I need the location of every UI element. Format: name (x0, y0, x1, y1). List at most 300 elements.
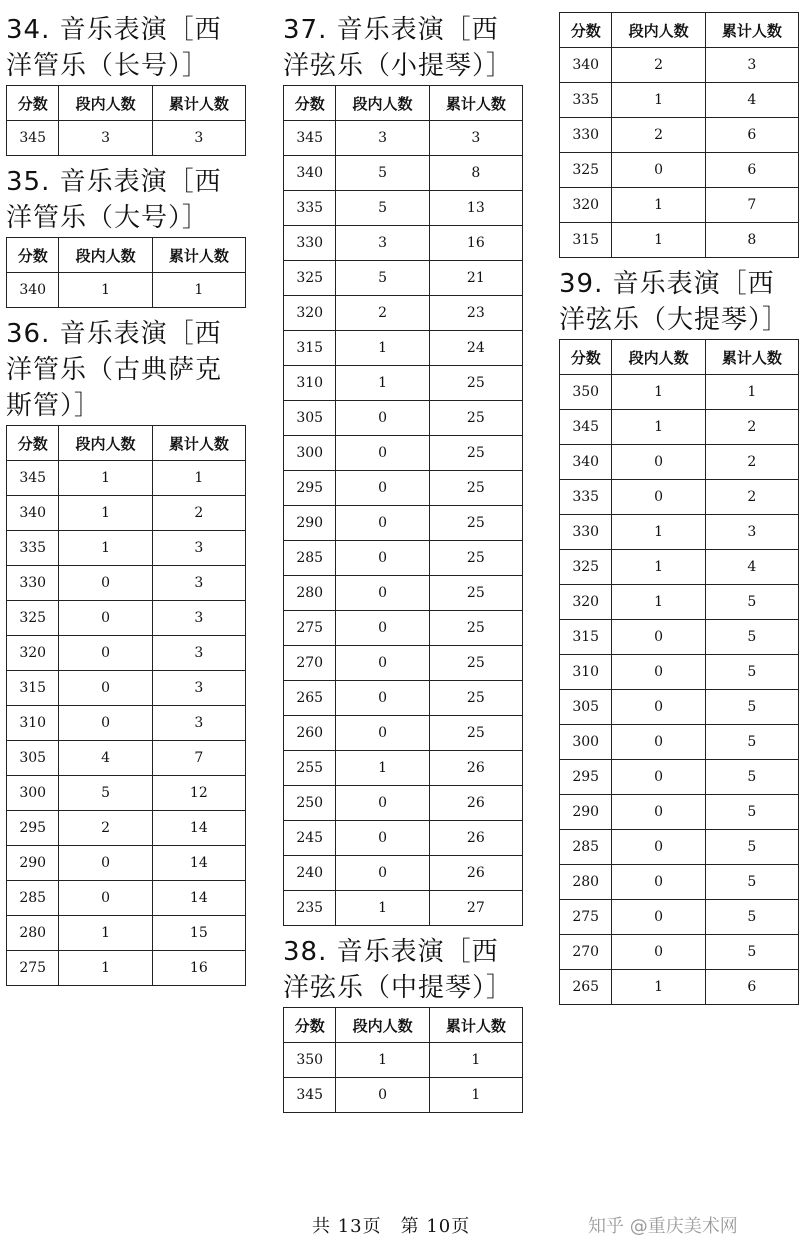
table-cell: 235 (284, 891, 336, 926)
column-header: 段内人数 (59, 86, 152, 121)
table-cell: 16 (429, 226, 522, 261)
table-row (284, 506, 523, 541)
table-cell: 21 (429, 261, 522, 296)
table-row (560, 585, 799, 620)
table-cell: 305 (7, 741, 59, 776)
table-cell: 5 (59, 776, 152, 811)
watermark: 知乎 @重庆美术网 (588, 1216, 738, 1237)
table-cell: 275 (560, 900, 612, 935)
table-row (284, 856, 523, 891)
table-cell: 0 (612, 620, 705, 655)
table-row (7, 951, 246, 986)
table-cell: 2 (612, 48, 705, 83)
table-row (284, 436, 523, 471)
table-cell: 3 (59, 121, 152, 156)
table-cell: 285 (7, 881, 59, 916)
table-row (560, 188, 799, 223)
section-title: 36. 音乐表演［西洋管乐（古典萨克斯管）］ (6, 319, 223, 421)
table-cell: 315 (560, 620, 612, 655)
table-cell: 0 (612, 480, 705, 515)
table-cell: 4 (59, 741, 152, 776)
column-header: 分数 (284, 86, 336, 121)
table-cell: 0 (59, 601, 152, 636)
table-cell: 335 (560, 480, 612, 515)
table-row (560, 118, 799, 153)
table-cell: 1 (152, 461, 245, 496)
table-cell: 315 (7, 671, 59, 706)
column-header: 分数 (7, 238, 59, 273)
score-table (283, 1007, 523, 1113)
table-cell: 25 (429, 471, 522, 506)
table-cell: 0 (336, 1078, 429, 1113)
table-cell: 0 (59, 566, 152, 601)
table-row (284, 646, 523, 681)
table-row (560, 900, 799, 935)
table-cell: 0 (612, 830, 705, 865)
table-cell: 0 (336, 856, 429, 891)
table-row (284, 751, 523, 786)
table-cell: 26 (429, 856, 522, 891)
table-cell: 26 (429, 821, 522, 856)
table-row (284, 121, 523, 156)
column-middle (283, 12, 523, 1121)
table-row (7, 461, 246, 496)
table-row (7, 121, 246, 156)
table-cell: 0 (336, 401, 429, 436)
table-cell: 1 (612, 223, 705, 258)
table-cell: 285 (560, 830, 612, 865)
table-cell: 250 (284, 786, 336, 821)
column-header: 分数 (7, 426, 59, 461)
table-cell: 0 (336, 646, 429, 681)
section-title: 35. 音乐表演［西洋管乐（大号）］ (6, 167, 222, 233)
table-cell: 1 (612, 550, 705, 585)
table-row (560, 865, 799, 900)
table-cell: 4 (705, 83, 798, 118)
table-cell: 5 (705, 690, 798, 725)
table-cell: 6 (705, 118, 798, 153)
table-row (284, 1078, 523, 1113)
table-row (7, 273, 246, 308)
table-cell: 295 (560, 760, 612, 795)
table-row (284, 611, 523, 646)
table-cell: 12 (152, 776, 245, 811)
column-header: 分数 (7, 86, 59, 121)
table-cell: 0 (612, 445, 705, 480)
table-cell: 2 (59, 811, 152, 846)
table-cell: 1 (152, 273, 245, 308)
table-row (560, 620, 799, 655)
table-cell: 345 (284, 1078, 336, 1113)
table-cell: 0 (612, 900, 705, 935)
table-cell: 4 (705, 550, 798, 585)
table-row (560, 515, 799, 550)
column-header: 分数 (284, 1008, 336, 1043)
column-header: 累计人数 (152, 86, 245, 121)
table-cell: 295 (7, 811, 59, 846)
table-cell: 310 (284, 366, 336, 401)
table-cell: 5 (336, 156, 429, 191)
table-cell: 1 (336, 751, 429, 786)
table-cell: 0 (336, 611, 429, 646)
table-header-row (7, 238, 246, 273)
table-cell: 310 (560, 655, 612, 690)
table-cell: 1 (59, 496, 152, 531)
score-table (6, 425, 246, 986)
table-row (284, 261, 523, 296)
table-cell: 7 (152, 741, 245, 776)
table-cell: 2 (705, 480, 798, 515)
column-header: 分数 (560, 13, 612, 48)
table-cell: 1 (59, 273, 152, 308)
table-row (560, 83, 799, 118)
table-cell: 0 (336, 471, 429, 506)
table-cell: 275 (7, 951, 59, 986)
table-cell: 280 (7, 916, 59, 951)
table-cell: 325 (284, 261, 336, 296)
table-row (284, 786, 523, 821)
table-cell: 0 (612, 690, 705, 725)
table-cell: 5 (705, 795, 798, 830)
table-cell: 350 (284, 1043, 336, 1078)
table-cell: 335 (560, 83, 612, 118)
table-row (560, 153, 799, 188)
table-row (284, 331, 523, 366)
table-cell: 25 (429, 611, 522, 646)
table-header-row (560, 340, 799, 375)
table-cell: 320 (560, 188, 612, 223)
table-cell: 25 (429, 436, 522, 471)
table-cell: 5 (705, 900, 798, 935)
table-row (7, 776, 246, 811)
table-cell: 5 (705, 655, 798, 690)
table-cell: 5 (336, 261, 429, 296)
table-row (284, 1043, 523, 1078)
table-cell: 340 (560, 445, 612, 480)
score-table (283, 85, 523, 926)
score-table (6, 237, 246, 308)
table-cell: 0 (336, 576, 429, 611)
table-cell: 3 (429, 121, 522, 156)
table-row (7, 566, 246, 601)
table-cell: 25 (429, 716, 522, 751)
table-cell: 305 (284, 401, 336, 436)
table-cell: 335 (284, 191, 336, 226)
column-header: 累计人数 (152, 238, 245, 273)
table-cell: 3 (152, 531, 245, 566)
table-cell: 270 (284, 646, 336, 681)
table-row (284, 821, 523, 856)
table-cell: 5 (705, 935, 798, 970)
table-row (560, 480, 799, 515)
table-cell: 1 (612, 410, 705, 445)
table-cell: 0 (59, 881, 152, 916)
table-cell: 2 (705, 410, 798, 445)
table-cell: 0 (59, 636, 152, 671)
table-cell: 14 (152, 846, 245, 881)
table-cell: 330 (560, 118, 612, 153)
table-cell: 3 (152, 121, 245, 156)
table-header-row (7, 86, 246, 121)
table-cell: 2 (152, 496, 245, 531)
table-row (7, 496, 246, 531)
table-cell: 0 (336, 821, 429, 856)
table-row (284, 576, 523, 611)
table-row (7, 671, 246, 706)
table-cell: 25 (429, 506, 522, 541)
table-cell: 3 (152, 601, 245, 636)
table-cell: 2 (612, 118, 705, 153)
table-cell: 290 (560, 795, 612, 830)
score-table (6, 85, 246, 156)
table-cell: 26 (429, 786, 522, 821)
table-cell: 330 (7, 566, 59, 601)
table-cell: 1 (429, 1078, 522, 1113)
column-header: 段内人数 (336, 1008, 429, 1043)
table-cell: 1 (336, 1043, 429, 1078)
table-cell: 5 (705, 725, 798, 760)
column-header: 累计人数 (429, 86, 522, 121)
table-row (7, 846, 246, 881)
table-cell: 0 (612, 935, 705, 970)
table-row (284, 471, 523, 506)
table-cell: 345 (560, 410, 612, 445)
table-cell: 345 (7, 121, 59, 156)
table-row (560, 760, 799, 795)
table-cell: 0 (336, 681, 429, 716)
table-cell: 0 (612, 865, 705, 900)
section-39 (559, 266, 799, 1005)
table-cell: 300 (284, 436, 336, 471)
table-cell: 350 (560, 375, 612, 410)
table-row (560, 445, 799, 480)
table-cell: 255 (284, 751, 336, 786)
table-cell: 1 (336, 891, 429, 926)
table-cell: 1 (612, 188, 705, 223)
table-cell: 320 (284, 296, 336, 331)
table-cell: 0 (336, 541, 429, 576)
table-cell: 25 (429, 576, 522, 611)
table-cell: 1 (612, 515, 705, 550)
table-row (560, 550, 799, 585)
table-cell: 5 (705, 830, 798, 865)
table-row (7, 636, 246, 671)
table-cell: 1 (59, 531, 152, 566)
table-row (560, 935, 799, 970)
column-header: 段内人数 (59, 426, 152, 461)
column-header: 累计人数 (705, 13, 798, 48)
table-cell: 5 (705, 760, 798, 795)
table-cell: 0 (612, 795, 705, 830)
table-cell: 0 (59, 706, 152, 741)
table-cell: 300 (560, 725, 612, 760)
table-cell: 310 (7, 706, 59, 741)
table-cell: 25 (429, 401, 522, 436)
table-cell: 5 (336, 191, 429, 226)
score-table (559, 12, 799, 258)
column-header: 段内人数 (612, 13, 705, 48)
table-cell: 3 (705, 48, 798, 83)
table-cell: 15 (152, 916, 245, 951)
table-row (560, 725, 799, 760)
table-cell: 23 (429, 296, 522, 331)
table-cell: 0 (612, 655, 705, 690)
table-cell: 290 (7, 846, 59, 881)
table-cell: 6 (705, 970, 798, 1005)
table-cell: 3 (152, 566, 245, 601)
table-cell: 0 (336, 786, 429, 821)
section-36 (6, 316, 246, 986)
table-cell: 0 (59, 846, 152, 881)
table-cell: 3 (152, 671, 245, 706)
table-row (284, 541, 523, 576)
table-header-row (560, 13, 799, 48)
table-cell: 315 (284, 331, 336, 366)
table-cell: 330 (560, 515, 612, 550)
section-38-continued (559, 12, 799, 258)
table-cell: 340 (284, 156, 336, 191)
table-cell: 14 (152, 881, 245, 916)
table-cell: 0 (336, 506, 429, 541)
column-header: 累计人数 (429, 1008, 522, 1043)
page-footer: 共 13页 第 10页 (312, 1216, 471, 1237)
table-cell: 335 (7, 531, 59, 566)
column-left (6, 12, 246, 994)
table-row (560, 655, 799, 690)
table-row (284, 401, 523, 436)
table-cell: 0 (336, 436, 429, 471)
table-cell: 13 (429, 191, 522, 226)
section-title: 34. 音乐表演［西洋管乐（长号）］ (6, 15, 222, 81)
table-cell: 300 (7, 776, 59, 811)
table-cell: 1 (336, 366, 429, 401)
table-cell: 1 (59, 951, 152, 986)
table-cell: 265 (284, 681, 336, 716)
table-row (560, 970, 799, 1005)
table-header-row (284, 1008, 523, 1043)
table-cell: 315 (560, 223, 612, 258)
table-cell: 26 (429, 751, 522, 786)
table-cell: 8 (705, 223, 798, 258)
table-cell: 25 (429, 646, 522, 681)
table-row (7, 531, 246, 566)
column-header: 分数 (560, 340, 612, 375)
table-cell: 1 (336, 331, 429, 366)
section-35 (6, 164, 246, 308)
table-row (7, 741, 246, 776)
section-title: 38. 音乐表演［西洋弦乐（中提琴）］ (283, 937, 514, 1003)
table-row (560, 375, 799, 410)
table-row (560, 795, 799, 830)
table-row (7, 811, 246, 846)
table-cell: 340 (7, 496, 59, 531)
table-cell: 285 (284, 541, 336, 576)
section-34 (6, 12, 246, 156)
table-row (7, 706, 246, 741)
table-cell: 8 (429, 156, 522, 191)
table-cell: 3 (152, 636, 245, 671)
table-cell: 280 (284, 576, 336, 611)
table-row (284, 716, 523, 751)
table-cell: 0 (612, 153, 705, 188)
table-row (284, 891, 523, 926)
table-cell: 1 (59, 916, 152, 951)
section-38 (283, 934, 523, 1113)
table-cell: 0 (59, 671, 152, 706)
table-cell: 7 (705, 188, 798, 223)
column-header: 段内人数 (59, 238, 152, 273)
table-cell: 3 (705, 515, 798, 550)
table-row (7, 601, 246, 636)
section-37 (283, 12, 523, 926)
table-cell: 345 (284, 121, 336, 156)
section-title: 39. 音乐表演［西洋弦乐（大提琴）］ (559, 269, 790, 335)
table-cell: 320 (560, 585, 612, 620)
table-cell: 345 (7, 461, 59, 496)
table-cell: 295 (284, 471, 336, 506)
table-cell: 1 (612, 83, 705, 118)
table-row (560, 48, 799, 83)
table-cell: 320 (7, 636, 59, 671)
table-cell: 330 (284, 226, 336, 261)
table-row (284, 226, 523, 261)
table-cell: 25 (429, 366, 522, 401)
section-title: 37. 音乐表演［西洋弦乐（小提琴）］ (283, 15, 514, 81)
table-cell: 1 (59, 461, 152, 496)
table-row (284, 681, 523, 716)
table-cell: 270 (560, 935, 612, 970)
table-cell: 0 (612, 725, 705, 760)
table-cell: 245 (284, 821, 336, 856)
table-cell: 275 (284, 611, 336, 646)
table-cell: 3 (152, 706, 245, 741)
table-row (560, 690, 799, 725)
table-cell: 1 (612, 585, 705, 620)
table-cell: 280 (560, 865, 612, 900)
table-row (560, 410, 799, 445)
table-cell: 5 (705, 620, 798, 655)
table-cell: 290 (284, 506, 336, 541)
table-row (7, 916, 246, 951)
table-row (7, 881, 246, 916)
table-cell: 325 (560, 550, 612, 585)
table-cell: 5 (705, 865, 798, 900)
table-cell: 260 (284, 716, 336, 751)
table-header-row (284, 86, 523, 121)
table-row (284, 366, 523, 401)
table-cell: 2 (336, 296, 429, 331)
table-row (284, 191, 523, 226)
table-cell: 16 (152, 951, 245, 986)
table-header-row (7, 426, 246, 461)
column-header: 段内人数 (336, 86, 429, 121)
table-row (560, 223, 799, 258)
column-right (559, 12, 799, 1013)
table-cell: 1 (705, 375, 798, 410)
table-cell: 265 (560, 970, 612, 1005)
table-cell: 14 (152, 811, 245, 846)
table-cell: 27 (429, 891, 522, 926)
table-cell: 25 (429, 541, 522, 576)
score-table (559, 339, 799, 1005)
table-cell: 0 (336, 716, 429, 751)
table-cell: 325 (560, 153, 612, 188)
table-cell: 240 (284, 856, 336, 891)
column-header: 累计人数 (705, 340, 798, 375)
table-cell: 5 (705, 585, 798, 620)
table-cell: 3 (336, 226, 429, 261)
table-cell: 325 (7, 601, 59, 636)
